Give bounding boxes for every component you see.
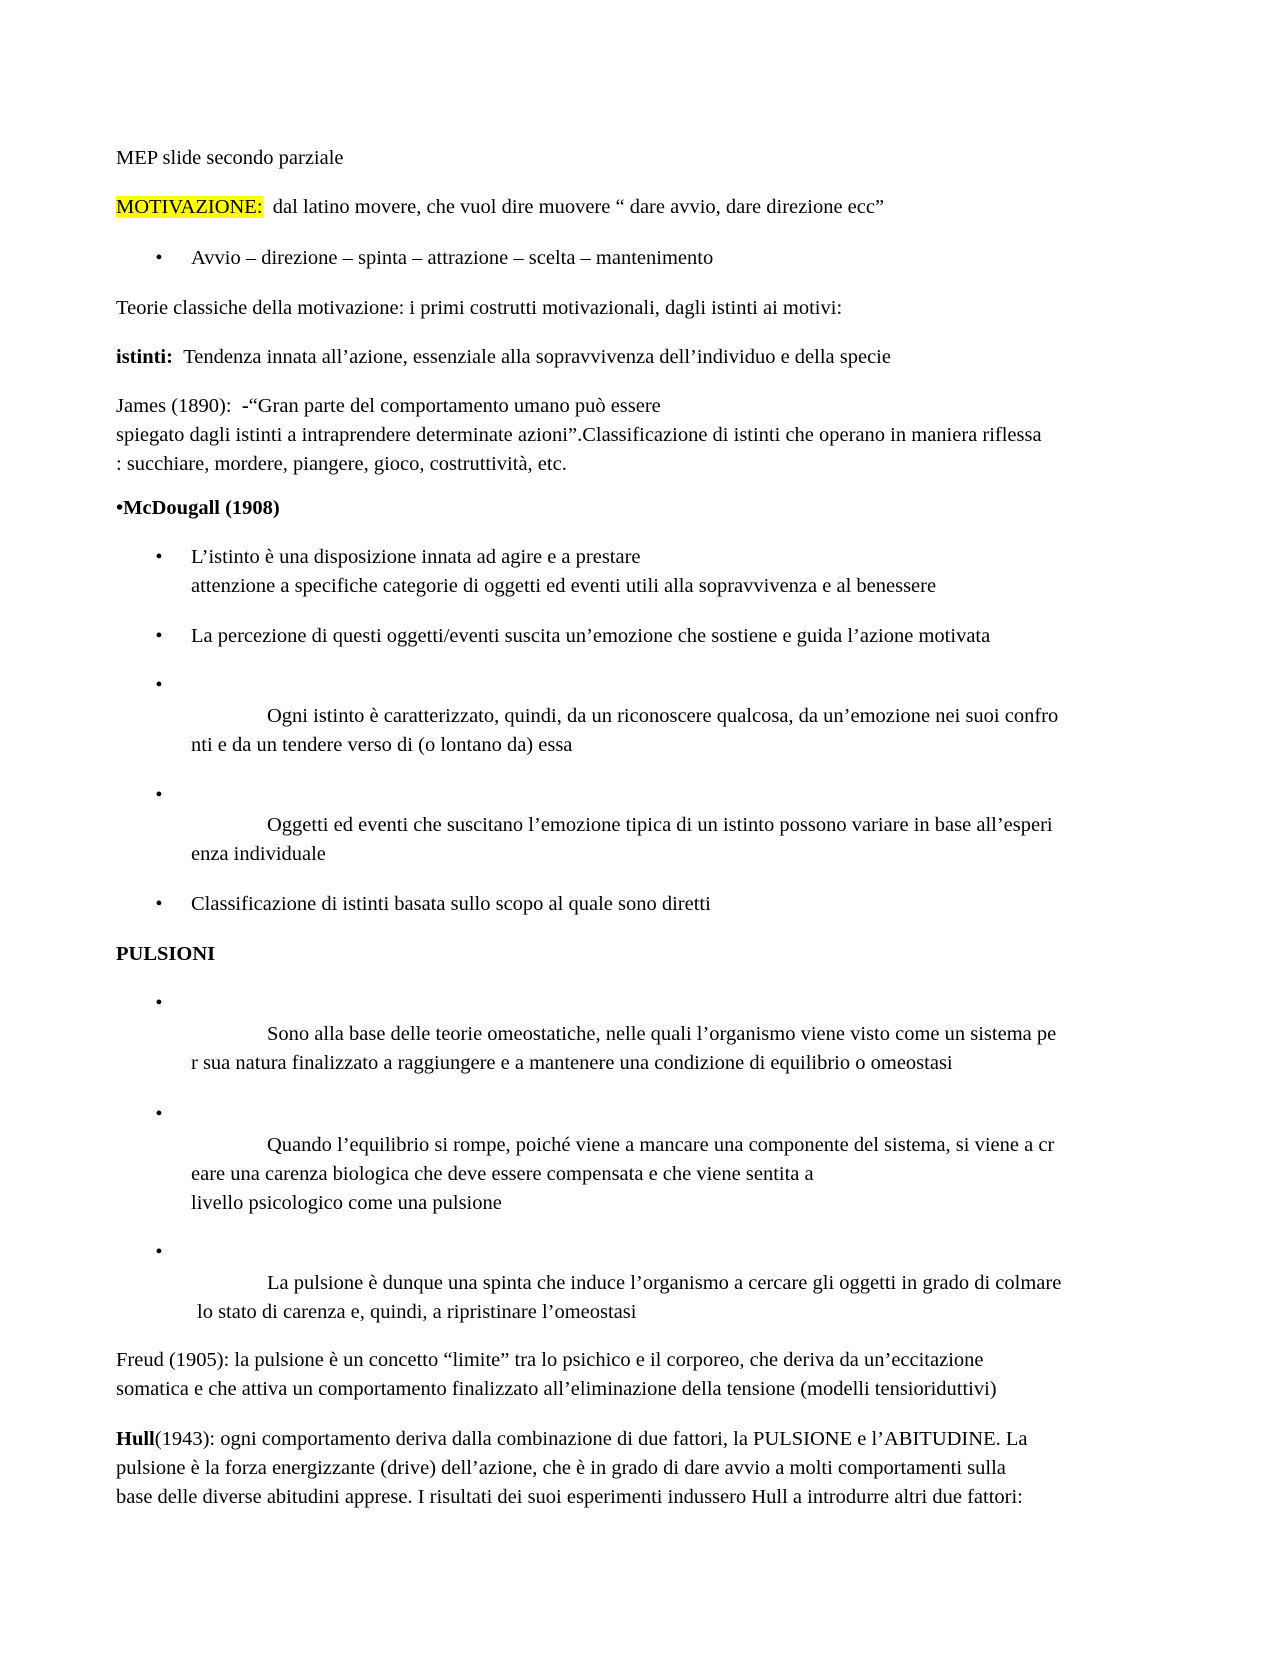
hull-name: Hull [116, 1428, 155, 1450]
bullet-marker: • [155, 992, 163, 1014]
istinti-term: istinti: [116, 346, 173, 368]
pulsioni-bullet-1: Sono alla base delle teorie omeostatiche, nelle quali l’organismo viene visto come un sistema pe r sua natura finalizzato a raggiungere e a mantenere una condizione di equilibrio o omeostasi [191, 1023, 1057, 1074]
hull-paragraph: Hull(1943): ogni comportamento deriva dalla combinazione di due fattori, la PULSIONE e l’ABITUDINE. La pulsione è la forza energizzante (drive) dell’azione, che è in grado di dare avvio a molti comportamenti sulla base delle diverse abitudini apprese. I risultati dei suoi esperimenti indussero Hull a introdurre altri due fattori: [116, 1428, 1028, 1508]
motivazione-definition: dal latino movere, che vuol dire muovere “ dare avvio, dare direzione ecc” [272, 196, 885, 218]
bullet-marker: • [155, 784, 163, 806]
bullet-marker: • [155, 546, 163, 568]
istinti-definition: Tendenza innata all’azione, essenziale alla sopravvivenza dell’individuo e della specie [183, 346, 891, 368]
bullet-marker: • [155, 1241, 163, 1263]
teorie-intro: Teorie classiche della motivazione: i primi costrutti motivazionali, dagli istinti ai motivi: [116, 297, 843, 319]
james-paragraph: James (1890): -“Gran parte del comportamento umano può essere spiegato dagli istinti a intraprendere determinate azioni”.Classificazione di istinti che operano in maniera riflessa : succhiare, mordere, piangere, gioco, costruttività, etc. [116, 395, 1042, 475]
bullet-marker: • [155, 893, 163, 915]
freud-paragraph: Freud (1905): la pulsione è un concetto “limite” tra lo psichico e il corporeo, che deriva da un’eccitazione somatica e che attiva un comportamento finalizzato all’eliminazione della tensione (modelli tensioriduttivi) [116, 1349, 997, 1400]
pulsioni-bullet-2: Quando l’equilibrio si rompe, poiché viene a mancare una componente del sistema, si viene a cr eare una carenza biologica che deve essere compensata e che viene sentita a livello psicologico come una pulsione [191, 1134, 1055, 1214]
bullet-marker: • [155, 625, 163, 647]
bullet-marker: • [155, 674, 163, 696]
mcdougall-heading: •McDougall (1908) [116, 497, 280, 519]
istinti-paragraph [116, 343, 1166, 372]
document-title: MEP slide secondo parziale [116, 147, 344, 169]
bullet-marker: • [155, 247, 163, 269]
mcdougall-bullet-2: La percezione di questi oggetti/eventi suscita un’emozione che sostiene e guida l’azione motivata [191, 625, 991, 647]
mcdougall-bullet-3: Ogni istinto è caratterizzato, quindi, da un riconoscere qualcosa, da un’emozione nei suoi confro nti e da un tendere verso di (o lontano da) essa [191, 705, 1059, 756]
motivazione-term: MOTIVAZIONE: [116, 196, 263, 218]
bullet-marker: • [155, 1103, 163, 1125]
mcdougall-bullet-1: L’istinto è una disposizione innata ad agire e a prestare attenzione a specifiche categorie di oggetti ed eventi utili alla sopravvivenza e al benessere [191, 546, 937, 597]
motivazione-bullet: Avvio – direzione – spinta – attrazione – scelta – mantenimento [191, 247, 714, 269]
mcdougall-bullet-5: Classificazione di istinti basata sullo scopo al quale sono diretti [191, 893, 711, 915]
motivazione-paragraph [116, 193, 1166, 222]
pulsioni-bullet-3: La pulsione è dunque una spinta che induce l’organismo a cercare gli oggetti in grado di colmare lo stato di carenza e, quindi, a ripristinare l’omeostasi [197, 1272, 1062, 1323]
pulsioni-heading: PULSIONI [116, 943, 216, 965]
mcdougall-bullet-4: Oggetti ed eventi che suscitano l’emozione tipica di un istinto possono variare in base all’esperi enza individuale [191, 814, 1053, 865]
